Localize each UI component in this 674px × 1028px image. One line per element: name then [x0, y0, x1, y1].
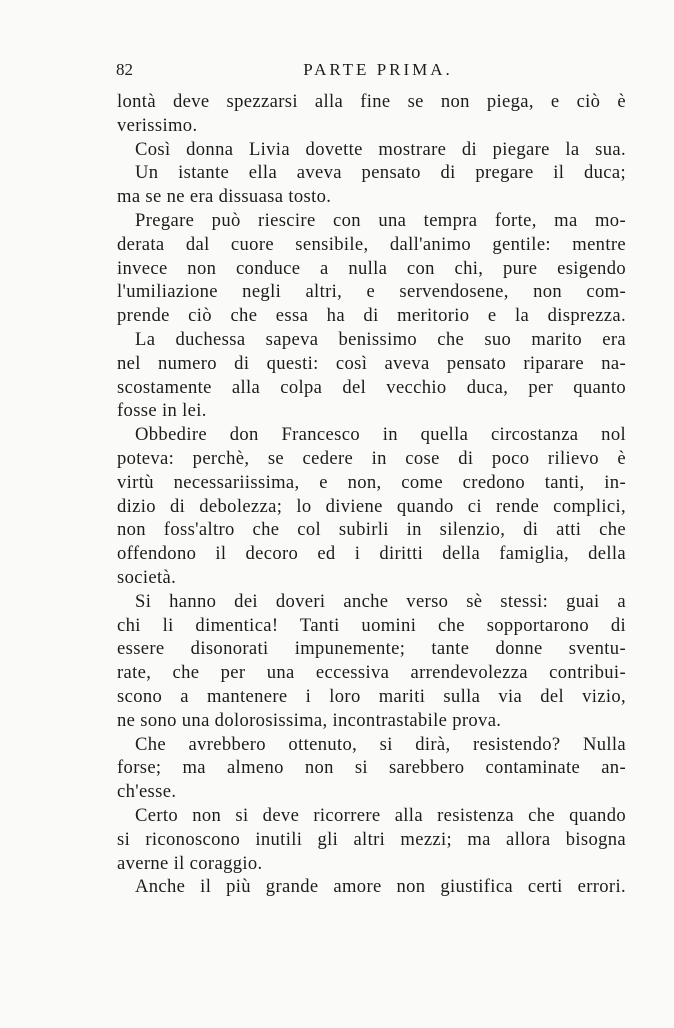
text-line: derata dal cuore sensibile, dall'animo gentile: mentre	[117, 233, 626, 255]
text-line: nel numero di questi: così aveva pensato riparare na-	[117, 352, 626, 374]
text-line: Certo non si deve ricorrere alla resistenza che quando	[135, 804, 626, 826]
text-line: La duchessa sapeva benissimo che suo marito era	[135, 328, 626, 350]
text-line: virtù necessariissima, e non, come credono tanti, in-	[117, 471, 626, 493]
text-line: verissimo.	[117, 114, 198, 136]
text-line: Così donna Livia dovette mostrare di piegare la sua.	[135, 138, 626, 160]
text-line: chi li dimentica! Tanti uomini che sopportarono di	[117, 614, 626, 636]
page-header	[116, 60, 626, 86]
text-line: ch'esse.	[117, 781, 177, 803]
text-line: non foss'altro che col subirli in silenzio, di atti che	[117, 519, 626, 541]
text-line: dizio di debolezza; lo diviene quando ci rende complici,	[117, 495, 626, 517]
text-line: offendono il decoro ed i diritti della famiglia, della	[117, 543, 626, 565]
text-line: Un istante ella aveva pensato di pregare il duca;	[135, 162, 626, 184]
running-title: PARTE PRIMA.	[303, 60, 453, 79]
text-line: poteva: perchè, se cedere in cose di poco rilievo è	[117, 447, 626, 469]
text-line: fosse in lei.	[117, 400, 207, 422]
text-line: si riconoscono inutili gli altri mezzi; ma allora bisogna	[117, 828, 626, 850]
text-line: ne sono una dolorosissima, incontrastabile prova.	[117, 709, 502, 731]
page-number: 82	[116, 60, 133, 79]
text-line: averne il coraggio.	[117, 852, 263, 874]
text-line: Che avrebbero ottenuto, si dirà, resistendo? Nulla	[135, 733, 626, 755]
text-line: società.	[117, 566, 177, 588]
text-line: l'umiliazione negli altri, e servendosene, non com-	[117, 281, 626, 303]
text-line: scono a mantenere i loro mariti sulla via del vizio,	[117, 685, 626, 707]
text-line: Si hanno dei doveri anche verso sè stessi: guai a	[135, 590, 626, 612]
text-line: scostamente alla colpa del vecchio duca, per quanto	[117, 376, 626, 398]
text-line: Anche il più grande amore non giustifica certi errori.	[135, 876, 626, 898]
text-line: Pregare può riescire con una tempra forte, ma mo-	[135, 209, 626, 231]
text-line: ma se ne era dissuasa tosto.	[117, 186, 332, 208]
text-line: essere disonorati impunemente; tante donne sventu-	[117, 638, 626, 660]
text-line: lontà deve spezzarsi alla fine se non piega, e ciò è	[117, 91, 626, 112]
body-text	[117, 90, 626, 899]
text-line: rate, che per una eccessiva arrendevolezza contribui-	[117, 662, 626, 684]
text-line: invece non conduce a nulla con chi, pure esigendo	[117, 257, 626, 279]
text-line: Obbedire don Francesco in quella circostanza nol	[135, 424, 626, 446]
text-line: prende ciò che essa ha di meritorio e la disprezza.	[117, 305, 626, 327]
text-line: forse; ma almeno non si sarebbero contaminate an-	[117, 757, 626, 779]
